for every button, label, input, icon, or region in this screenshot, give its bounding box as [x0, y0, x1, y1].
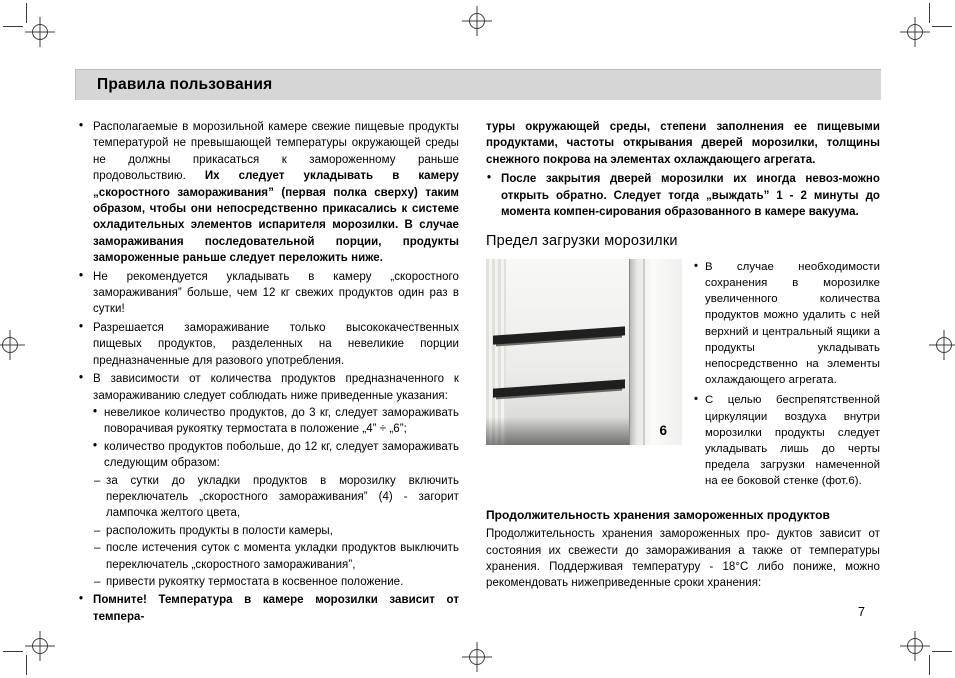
section-heading: Предел загрузки морозилки: [486, 233, 678, 250]
page-title-bar: [75, 69, 881, 100]
paragraph-text-bold: После закрытия дверей морозилки их иногда невоз-можно открыть обратно. Следует тогда „выждать” 1 - 2 минуты до момента компен-сирования образованного в камере вакуума.: [501, 173, 880, 219]
paragraph-text: невеликое количество продуктов, до 3 кг, следует замораживать поворачивая рукоятку термостата в положение „4” ÷ „6”;: [104, 406, 459, 436]
paragraph-text-bold: Их следует укладывать в камеру „скоростного замораживания” (первая полка сверху) таким образом, чтобы они непосредственно прикасались к системе охладительных элементов испарителя морозилки. В случае замораживания последовательной порции, продукты замороженные раньше следует переложить ниже.: [93, 170, 459, 265]
dash-icon: –: [94, 524, 101, 537]
paragraph-text: привести рукоятку термостата в косвенное положение.: [106, 575, 404, 588]
registration-mark: [32, 638, 48, 654]
figure-number: 6: [659, 423, 667, 439]
dash-list-item: [93, 574, 459, 590]
registration-mark: [936, 337, 952, 353]
page-number: 7: [858, 605, 865, 619]
registration-mark: [469, 649, 485, 665]
list-item: [78, 119, 459, 267]
page-title: Правила пользования: [97, 76, 273, 93]
paragraph-text: расположить продукты в полости камеры,: [106, 524, 333, 537]
crop-line: [3, 651, 23, 652]
bullet-icon: •: [694, 393, 699, 406]
list-item: [78, 269, 459, 318]
paragraph-text: Располагаемые в морозильной камере свежие пищевые продукты температурой не превышающей температуры окружающей среды не должны прикасаться к замороженному раньше продовольствию.: [93, 121, 459, 183]
figure-side-text: [693, 259, 880, 494]
paragraph-text: В случае необходимости сохранения в морозилке увеличенного количества продуктов можно удалить с ней верхний и центральный ящики а продукты укладывать непосредственно на элементы охлаждающего агрегата.: [705, 260, 880, 387]
bullet-icon: •: [79, 120, 84, 132]
bullet-icon: •: [79, 593, 84, 606]
freezer-door: [629, 259, 682, 445]
bullet-icon: •: [79, 372, 84, 385]
paragraph-text: Разрешается замораживание только высококачественных пищевых продуктов, разделенных на невеликие порции предназначенные для разового употребления.: [93, 321, 459, 367]
paragraph-text-bold: туры окружающей среды, степени заполнения ее пищевыми продуктами, частоты открывания дверей морозилки, толщины снежного покрова на элементах охлаждающего агрегата.: [486, 121, 880, 166]
registration-mark: [907, 24, 923, 40]
paragraph-text: В зависимости от количества продуктов предназначенного к замораживанию следует соблюдать ниже приведенные указания:: [93, 373, 459, 402]
list-item: [78, 320, 459, 369]
bullet-icon: •: [79, 269, 84, 282]
paragraph-text: за сутки до укладки продуктов в морозилку включить переключатель „скоростного замораживания” (4) - загорит лампочка желтого цвета,: [106, 474, 459, 520]
list-item: [78, 371, 459, 590]
paragraph-text: количество продуктов побольше, до 12 кг, следует замораживать следующим образом:: [104, 440, 459, 470]
crop-line: [932, 651, 952, 652]
sub-list-item: [93, 439, 459, 472]
right-column: [486, 119, 880, 595]
list-item: [693, 392, 880, 489]
dash-list-item: [93, 523, 459, 539]
storage-heading: Продолжительность хранения замороженных продуктов: [486, 507, 830, 522]
bullet-icon: •: [93, 405, 98, 418]
list-item: [78, 592, 459, 625]
dash-icon: –: [94, 474, 101, 487]
sub-list-item: [93, 405, 459, 438]
dash-list-item: [93, 473, 459, 522]
dash-icon: –: [94, 542, 101, 555]
left-column: [78, 119, 459, 627]
list-item: [693, 259, 880, 389]
crop-line: [929, 3, 930, 23]
registration-mark: [32, 24, 48, 40]
bullet-icon: •: [694, 259, 699, 272]
registration-mark: [907, 638, 923, 654]
figure-row: [486, 259, 880, 494]
crop-line: [26, 3, 27, 23]
list-item: [486, 171, 880, 220]
freezer-floor-shadow: [486, 417, 630, 445]
crop-line: [3, 26, 23, 27]
crop-line: [929, 655, 930, 675]
bullet-icon: •: [93, 439, 98, 452]
paragraph-text: С целью беспрепятственной циркуляции воздуха внутри морозилки продукты следует укладывать лишь до черты предела загрузки намеченной на ее боковой стенке (фот.6).: [705, 394, 880, 488]
paragraph-text: после истечения суток с момента укладки продуктов выключить переключатель „скоростного замораживания”,: [106, 542, 459, 571]
bullet-icon: •: [79, 320, 84, 333]
freezer-door-seal: [643, 259, 645, 445]
paragraph-text: Продолжительность хранения замороженных про- дуктов зависит от состояния их свежести до замораживания а также от температуры хранения. Поддерживая температуру - 18°С либо пониже, можно рекомендовать нижеприведенные сроки хранения:: [486, 528, 880, 590]
dash-list-item: [93, 540, 459, 573]
dash-icon: –: [94, 575, 101, 588]
paragraph-text: Не рекомендуется укладывать в камеру „скоростного замораживания” больше, чем 12 кг свежих продуктов один раз в сутки!: [93, 270, 459, 316]
crop-line: [932, 26, 952, 27]
paragraph-text-bold: Помните! Температура в камере морозилки зависит от темпера-: [93, 594, 459, 623]
registration-mark: [469, 13, 485, 29]
registration-mark: [2, 337, 18, 353]
bullet-icon: •: [487, 172, 492, 185]
crop-line: [26, 655, 27, 675]
freezer-photo: [486, 259, 682, 445]
